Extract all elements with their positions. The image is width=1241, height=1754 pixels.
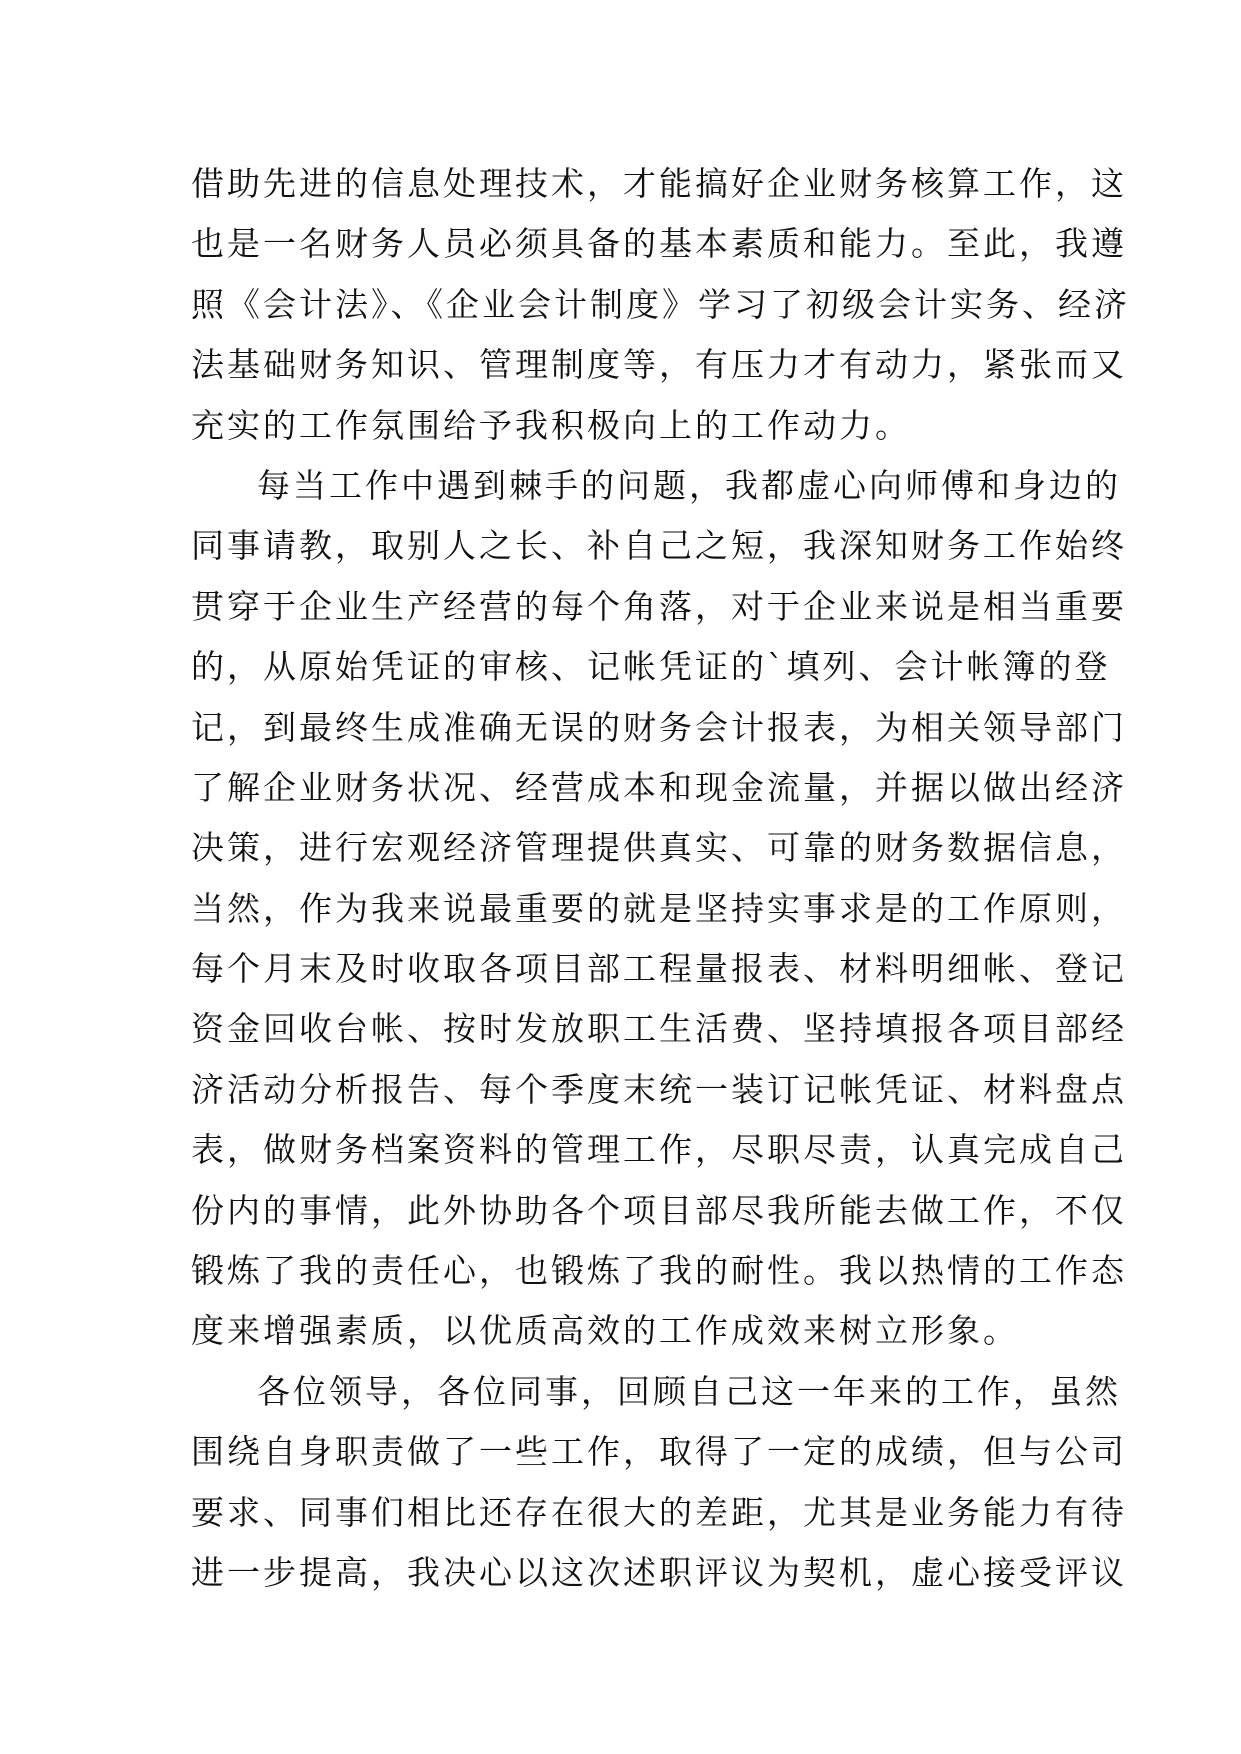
text-line: 围绕自身职责做了一些工作，取得了一定的成绩，但与公司 <box>191 1432 1127 1472</box>
paragraph-start-line: 每当工作中遇到棘手的问题，我都虚心向师傅和身边的 <box>257 465 1121 505</box>
text-line: 记，到最终生成准确无误的财务会计报表，为相关领导部门 <box>191 707 1127 747</box>
text-line: 份内的事情，此外协助各个项目部尽我所能去做工作，不仅 <box>191 1190 1127 1230</box>
text-line: 决策，进行宏观经济管理提供真实、可靠的财务数据信息， <box>191 828 1127 868</box>
text-line: 的，从原始凭证的审核、记帐凭证的`填列、会计帐簿的登 <box>191 647 1111 687</box>
text-line: 贯穿于企业生产经营的每个角落，对于企业来说是相当重要 <box>191 586 1127 626</box>
text-line: 要求、同事们相比还存在很大的差距，尤其是业务能力有待 <box>191 1492 1127 1532</box>
text-line: 表，做财务档案资料的管理工作，尽职尽责，认真完成自己 <box>191 1130 1127 1170</box>
text-line: 锻炼了我的责任心，也锻炼了我的耐性。我以热情的工作态 <box>191 1251 1127 1291</box>
text-line: 度来增强素质，以优质高效的工作成效来树立形象。 <box>191 1311 1019 1351</box>
paragraph-start-line: 各位领导，各位同事，回顾自己这一年来的工作，虽然 <box>257 1371 1121 1411</box>
text-line: 资金回收台帐、按时发放职工生活费、坚持填报各项目部经 <box>191 1009 1127 1049</box>
text-line: 也是一名财务人员必须具备的基本素质和能力。至此，我遵 <box>191 224 1127 264</box>
text-line: 济活动分析报告、每个季度末统一装订记帐凭证、材料盘点 <box>191 1069 1127 1109</box>
text-line: 充实的工作氛围给予我积极向上的工作动力。 <box>191 405 911 445</box>
text-line: 进一步提高，我决心以这次述职评议为契机，虚心接受评议 <box>191 1552 1127 1592</box>
document-body <box>191 154 1130 1603</box>
text-line: 法基础财务知识、管理制度等，有压力才有动力，紧张而又 <box>191 345 1127 385</box>
text-line: 当然，作为我来说最重要的就是坚持实事求是的工作原则， <box>191 888 1127 928</box>
text-line: 借助先进的信息处理技术，才能搞好企业财务核算工作，这 <box>191 164 1127 203</box>
text-line: 了解企业财务状况、经营成本和现金流量，并据以做出经济 <box>191 767 1127 807</box>
text-line: 每个月末及时收取各项目部工程量报表、材料明细帐、登记 <box>191 949 1127 989</box>
text-line: 同事请教，取别人之长、补自己之短，我深知财务工作始终 <box>191 526 1127 566</box>
text-line: 照《会计法》、《企业会计制度》学习了初级会计实务、经济 <box>191 284 1130 324</box>
